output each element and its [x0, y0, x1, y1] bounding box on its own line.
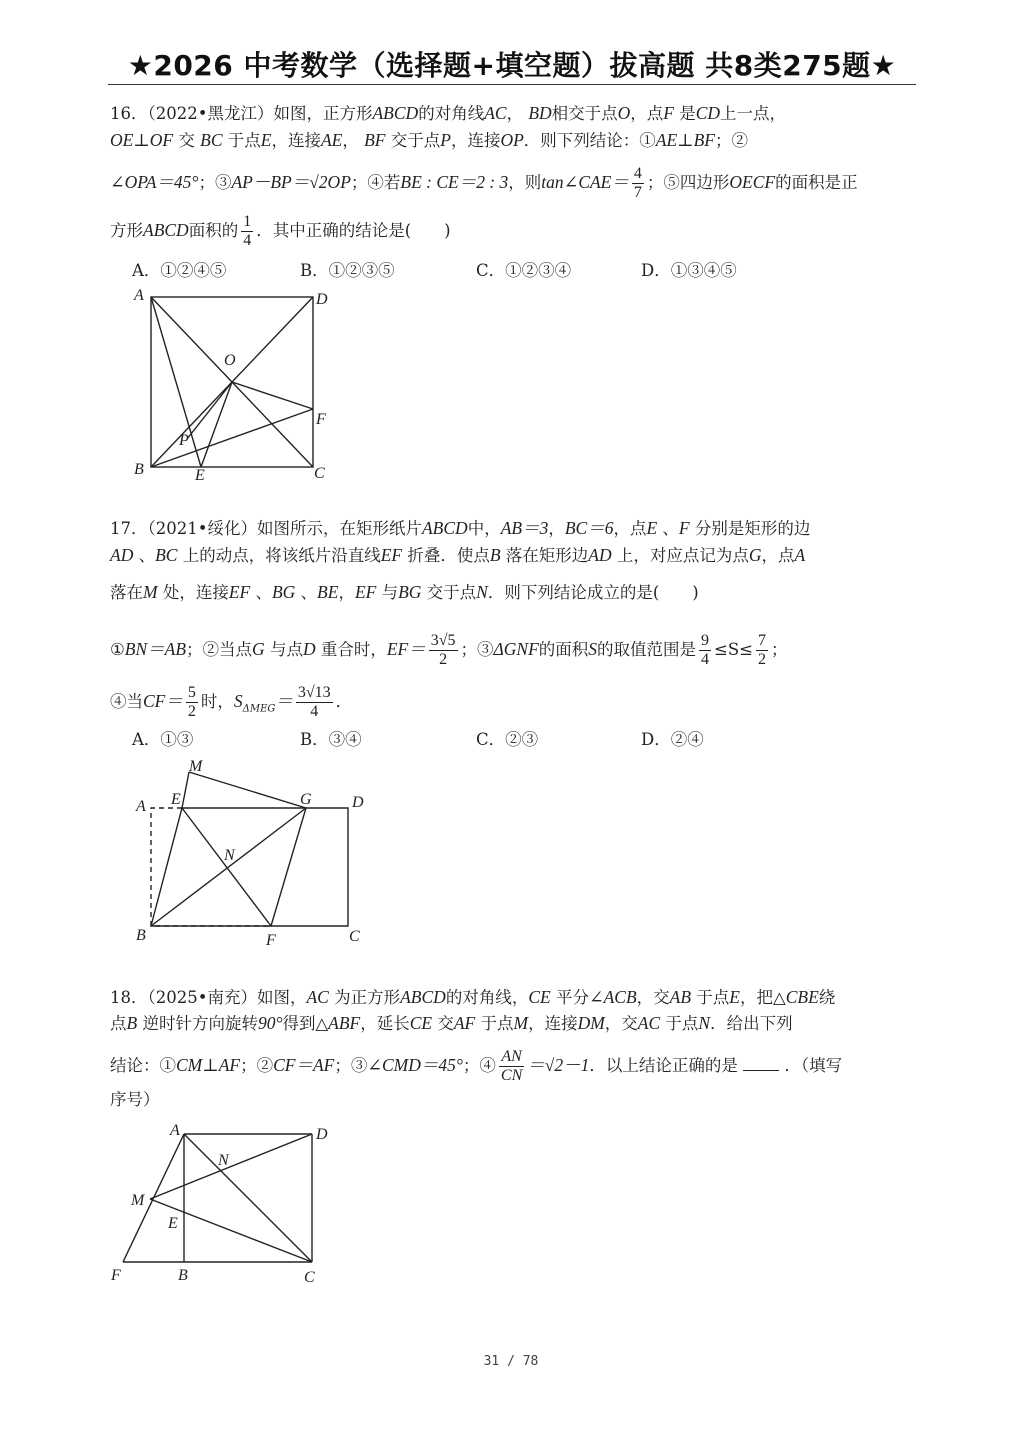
q16-option-c[interactable]: C．①②③④ [476, 261, 572, 280]
text: 方形 [110, 221, 143, 240]
text: ．则下列结论：① [523, 131, 656, 150]
math: BC＝6 [564, 518, 614, 538]
math: AE [320, 130, 343, 150]
q17-option-a[interactable]: A．①③ [132, 730, 194, 749]
math: M [513, 1013, 529, 1033]
text: ① [110, 640, 125, 659]
math: BN＝AB [124, 639, 187, 659]
q18-source: （2025•南充） [147, 988, 257, 1007]
text: ；② [714, 131, 748, 150]
text: ；③ [198, 173, 232, 192]
text: ．以上结论正确的是 [589, 1056, 738, 1075]
q17-label-c: C [349, 928, 360, 945]
math: EF [354, 582, 377, 602]
q17-label-g: G [300, 791, 312, 808]
q17-label-m: M [189, 758, 203, 775]
frac-den: 4 [310, 703, 319, 720]
text: 、 [138, 546, 156, 565]
q18-diagonal-ac [184, 1134, 312, 1262]
text: ，延长 [360, 1014, 410, 1033]
text: ，连接 [271, 131, 321, 150]
math: G [748, 545, 762, 565]
text: ，把△ [740, 988, 786, 1007]
math: N [698, 1013, 711, 1033]
q17-label-f: F [266, 932, 276, 949]
q16-option-b[interactable]: B．①②③⑤ [300, 261, 395, 280]
math: E [260, 130, 272, 150]
math: AP－BP＝√2OP [231, 172, 351, 192]
text: 交于点 [426, 583, 477, 602]
q16-line-4 [110, 213, 451, 250]
math: D [302, 639, 316, 659]
text: ；④若 [350, 173, 401, 192]
math: OECF [729, 172, 776, 192]
q18-label-d: D [316, 1126, 328, 1143]
q17-figure [126, 752, 376, 952]
math: ΔGNF [493, 639, 539, 659]
math: BF [364, 130, 386, 150]
q16-segment-bf [151, 409, 313, 467]
math: BD [528, 103, 552, 123]
q17-source: （2021•绥化） [147, 519, 257, 538]
q17-line-1 [110, 518, 810, 539]
q17-option-c[interactable]: C．②③ [476, 730, 539, 749]
q18-line-2 [110, 1013, 793, 1034]
q18-line-1 [110, 987, 835, 1008]
frac-num: 7 [758, 632, 766, 649]
text: ； [771, 640, 788, 659]
text: 上一点， [720, 104, 787, 123]
q17-option-b[interactable]: B．③④ [300, 730, 362, 749]
text: 于点 [696, 988, 730, 1007]
text: 重合时， [320, 640, 387, 659]
fraction-an-cn [499, 1048, 524, 1085]
text: 面积的 [188, 221, 239, 240]
math: BG [398, 582, 422, 602]
math: B [126, 1013, 138, 1033]
math: AB＝3 [500, 518, 549, 538]
math: AC [637, 1013, 661, 1033]
math: E [729, 987, 740, 1007]
text: ，连接 [528, 1014, 578, 1033]
q18-label-a: A [170, 1122, 180, 1139]
text: 分别是矩形的边 [694, 519, 811, 538]
q16-option-d[interactable]: D．①③④⑤ [641, 261, 737, 280]
q17-segment-bg [151, 808, 306, 926]
text: 落在矩形边 [505, 546, 589, 565]
math: BG [271, 582, 296, 602]
math: EF＝ [386, 639, 426, 659]
text: 如图， [256, 988, 307, 1007]
q16-label-b: B [134, 461, 144, 478]
frac-num: 3√5 [430, 632, 456, 649]
fraction-3sqrt13-4 [296, 684, 333, 721]
frac-num: 1 [243, 213, 252, 230]
math: F [678, 518, 690, 538]
text: 于点 [227, 131, 261, 150]
text: ，点 [630, 104, 664, 123]
answer-paren: ( ) [404, 221, 451, 240]
q17-label-n: N [224, 847, 235, 864]
frac-den: 2 [439, 651, 448, 668]
text: 交 [437, 1014, 454, 1033]
math: S [588, 639, 598, 659]
math: M [143, 582, 158, 602]
frac-num: 5 [187, 684, 196, 701]
frac-den: 4 [243, 232, 252, 249]
q16-label-e: E [195, 467, 205, 484]
text: ④当 [110, 692, 143, 711]
math: OE⊥OF [110, 130, 174, 150]
math: AB [669, 987, 692, 1007]
text: ．（填写 [784, 1056, 843, 1075]
math: CD [695, 103, 721, 123]
math: P [440, 130, 451, 150]
frac-den: 2 [758, 651, 766, 668]
q16-segment-op [187, 382, 232, 439]
q17-label-e: E [171, 791, 181, 808]
math: BE [317, 582, 339, 602]
math: 90° [257, 1013, 283, 1033]
text: ；⑤四边形 [646, 173, 730, 192]
text: 时， [200, 692, 234, 711]
q18-label-c: C [304, 1269, 315, 1286]
q17-fold-ef [182, 808, 271, 926]
frac-num: 9 [701, 632, 710, 649]
math: G [252, 639, 265, 659]
q16-segment-oe [201, 382, 232, 467]
q18-line-4: 序号） [110, 1090, 160, 1109]
frac-num: 3√13 [297, 684, 331, 701]
text: 于点 [480, 1014, 514, 1033]
math: ABCD [372, 103, 419, 123]
text: 的取值范围是 [597, 640, 697, 659]
text: 交 [178, 131, 195, 150]
math: CF＝ [143, 691, 183, 711]
math: F [663, 103, 674, 123]
text: 与 [381, 583, 399, 602]
text: ；③ [334, 1056, 368, 1075]
text: 如图，正方形 [273, 104, 373, 123]
text: ， [506, 104, 524, 123]
q17-segment-em [182, 772, 189, 808]
math: E [646, 518, 658, 538]
q18-label-n: N [218, 1152, 229, 1169]
page-number: 31 / 78 [483, 1354, 539, 1369]
text: 点 [110, 1014, 127, 1033]
text: 相交于点 [551, 104, 618, 123]
text: 、 [300, 583, 318, 602]
frac-den: 4 [701, 651, 710, 668]
text: ． [335, 692, 353, 711]
text: 结论：① [110, 1056, 176, 1075]
math: CE [528, 987, 551, 1007]
text: 绕 [818, 988, 836, 1007]
q17-number: 17． [110, 519, 148, 538]
q17-line-5 [110, 684, 352, 721]
q16-label-c: C [314, 465, 325, 482]
math-subscript: ΔMEG [242, 703, 276, 715]
text: ．则下列结论成立的是 [487, 583, 653, 602]
text: ≤S≤ [714, 640, 753, 659]
q18-label-e: E [168, 1215, 178, 1232]
text: 于点 [665, 1014, 699, 1033]
q16-line-2 [110, 130, 748, 151]
text: ；④ [462, 1056, 496, 1075]
math: ∠OPA＝45° [110, 172, 199, 192]
fraction-3sqrt5-2 [429, 632, 458, 669]
q16-label-p: P [179, 432, 189, 449]
frac-den: 2 [187, 703, 196, 720]
math: CM⊥AF [176, 1055, 241, 1075]
text: 中， [467, 519, 501, 538]
math: O [617, 103, 631, 123]
q18-number: 18． [110, 988, 148, 1007]
fraction-5-2 [186, 684, 198, 721]
text: 、 [255, 583, 272, 602]
math: BC [155, 545, 178, 565]
text: 的对角线 [418, 104, 485, 123]
text: ， [548, 519, 565, 538]
text: 逆时针方向旋转 [142, 1014, 258, 1033]
math: ＝ [275, 691, 293, 711]
text: 折叠．使点 [407, 546, 490, 565]
text: 上的动点，将该纸片沿直线 [182, 546, 381, 565]
text: 落在 [110, 583, 143, 602]
math: AE⊥BF [655, 130, 715, 150]
text: 的面积是正 [775, 173, 858, 192]
text: 的面积 [538, 640, 589, 659]
math: CE [409, 1013, 433, 1033]
text: ，则 [508, 173, 542, 192]
text: ， [338, 583, 355, 602]
math: AD [110, 545, 134, 565]
frac-den: 7 [633, 184, 642, 201]
text: 平分 [555, 988, 589, 1007]
q16-figure [126, 284, 346, 489]
math: BE : CE＝2 : 3 [400, 172, 509, 192]
q18-label-b: B [178, 1267, 188, 1284]
fraction-9-4 [699, 632, 711, 669]
text: 的对角线， [445, 988, 529, 1007]
q16-line-3 [110, 165, 858, 202]
q16-label-o: O [224, 352, 236, 369]
math: N [476, 582, 488, 602]
q17-dashed-original-edges [151, 808, 271, 926]
math: EF [380, 545, 403, 565]
text: ．给出下列 [710, 1014, 793, 1033]
math: EF [228, 582, 251, 602]
math: AC [306, 987, 329, 1007]
text: ，交 [604, 1014, 638, 1033]
text: 得到△ [282, 1014, 329, 1033]
text: ．其中正确的结论是 [256, 221, 405, 240]
text: ；②当点 [186, 640, 253, 659]
text: 是 [679, 104, 696, 123]
math: ABCD [400, 987, 446, 1007]
fraction-7-2 [756, 632, 768, 669]
math: CF＝AF [273, 1055, 335, 1075]
q18-segment-md [150, 1134, 312, 1199]
text: 处，连接 [162, 583, 229, 602]
math: CBE [785, 987, 819, 1007]
header-rule [108, 84, 916, 85]
fraction-1-4 [241, 213, 253, 250]
answer-paren: ( ) [652, 583, 699, 602]
math: ∠ACB [588, 987, 637, 1007]
math: AC [484, 103, 507, 123]
math: ABCD [143, 220, 189, 240]
q17-label-a: A [136, 798, 146, 815]
text: 如图所示，在矩形纸片 [256, 519, 422, 538]
q16-label-f: F [316, 411, 326, 428]
text: ，点 [761, 546, 795, 565]
math: ABF [328, 1013, 361, 1033]
q18-line-3 [110, 1048, 842, 1085]
q16-source: （2022•黑龙江） [147, 104, 274, 123]
q17-line-4 [110, 632, 788, 669]
q17-label-d: D [352, 794, 364, 811]
math: A [794, 545, 806, 565]
text: 为正方形 [334, 988, 401, 1007]
math: AF [453, 1013, 476, 1033]
text: ，交 [636, 988, 670, 1007]
q18-figure [106, 1118, 346, 1288]
math: AD [588, 545, 612, 565]
q18-label-m: M [131, 1192, 145, 1209]
fraction-4-7 [632, 165, 644, 202]
q16-line-1 [110, 103, 786, 124]
q17-line-2 [110, 545, 805, 566]
q17-label-b: B [136, 927, 146, 944]
q16-option-a[interactable]: A．①②④⑤ [132, 261, 227, 280]
q16-number: 16． [110, 104, 148, 123]
math: BC [200, 130, 223, 150]
text: ；③ [460, 640, 494, 659]
q17-line-3 [110, 582, 699, 603]
text: ， [342, 131, 359, 150]
math: B [489, 545, 501, 565]
page-header-title: ★2026 中考数学（选择题+填空题）拔高题 共8类275题★ [127, 49, 897, 82]
q17-segment-mg [189, 772, 306, 808]
answer-blank[interactable] [743, 1056, 779, 1071]
math: tan∠CAE＝ [541, 172, 629, 192]
math: ∠CMD＝45° [367, 1055, 463, 1075]
math: S [233, 691, 243, 711]
text: 与点 [269, 640, 303, 659]
frac-num: 4 [633, 165, 642, 182]
text: 上，对应点记为点 [616, 546, 749, 565]
frac-num: AN [499, 1048, 524, 1067]
math: DM [577, 1013, 605, 1033]
text: 、 [662, 519, 679, 538]
q17-option-d[interactable]: D．②④ [641, 730, 704, 749]
text: ，连接 [450, 131, 501, 150]
q16-label-a: A [134, 287, 144, 304]
frac-den: CN [500, 1067, 523, 1084]
q16-label-d: D [316, 291, 328, 308]
text: ，点 [613, 519, 647, 538]
math: ABCD [421, 518, 468, 538]
math: OP [500, 130, 524, 150]
math: ＝√2－1 [527, 1055, 590, 1075]
q18-label-f: F [111, 1267, 121, 1284]
text: 交于点 [390, 131, 441, 150]
text: ；② [240, 1056, 274, 1075]
